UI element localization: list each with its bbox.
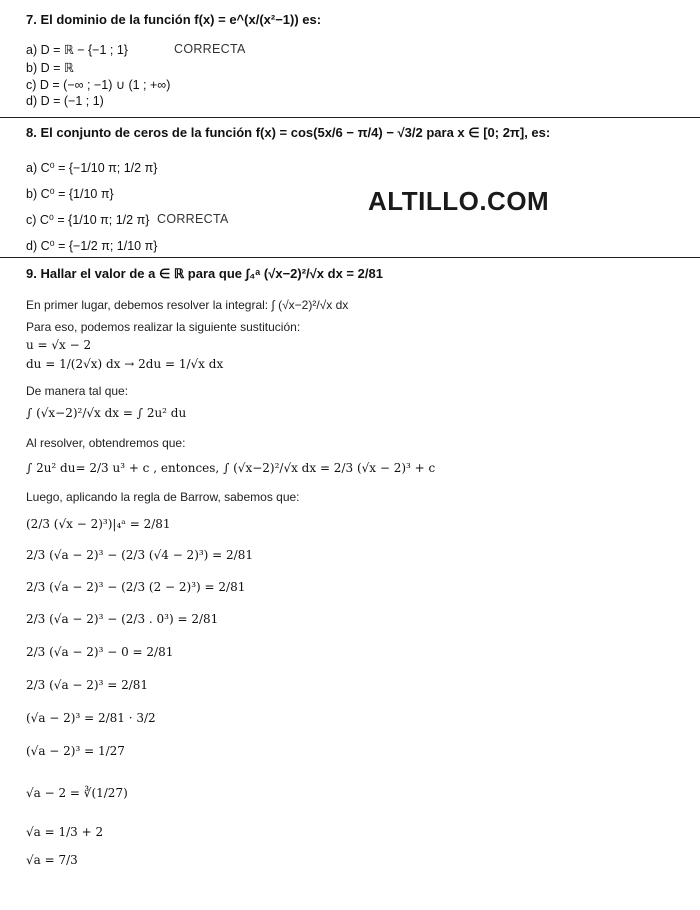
barrow-step-2: 2/3 (√a − 2)³ − (2/3 (√4 − 2)³) = 2/81 [26,548,253,562]
divider-7-8 [0,117,700,118]
q7-option-c: c) D = (−∞ ; −1) ∪ (1 ; +∞) [26,78,171,92]
watermark: ALTILLO.COM [368,186,550,216]
q8-option-b: b) C⁰ = {1/10 π} [26,187,114,201]
barrow-step-9: √a − 2 = ∛(1/27) [26,786,128,800]
barrow-step-7: (√a − 2)³ = 2/81 · 3/2 [26,711,156,725]
q8-correct-label: CORRECTA [157,212,229,226]
q8-option-a: a) C⁰ = {−1/10 π; 1/2 π} [26,161,158,175]
solution-line-4: du = 1/(2√x) dx → 2du = 1/√x dx [26,357,224,371]
barrow-step-8: (√a − 2)³ = 1/27 [26,744,125,758]
solution-line-9: Luego, aplicando la regla de Barrow, sabemos que: [26,490,300,504]
question-7-title: 7. El dominio de la función f(x) = e^(x/(x²−1)) es: [26,12,322,27]
barrow-step-1: (2/3 (√x − 2)³)|₄ᵃ = 2/81 [26,517,171,531]
q8-option-d: d) C⁰ = {−1/2 π; 1/10 π} [26,239,158,253]
q8-option-c: c) C⁰ = {1/10 π; 1/2 π} [26,213,150,227]
barrow-step-4: 2/3 (√a − 2)³ − (2/3 . 0³) = 2/81 [26,612,219,626]
divider-8-9 [0,257,700,258]
q7-option-d: d) D = (−1 ; 1) [26,94,104,108]
solution-line-6: ∫ (√x−2)²/√x dx = ∫ 2u² du [26,406,187,420]
barrow-step-5: 2/3 (√a − 2)³ − 0 = 2/81 [26,645,174,659]
q7-option-b: b) D = ℝ [26,61,74,75]
barrow-step-11: √a = 7/3 [26,853,78,867]
q7-option-a: a) D = ℝ − {−1 ; 1} [26,43,128,57]
solution-line-1: En primer lugar, debemos resolver la integral: ∫ (√x−2)²/√x dx [26,298,349,312]
solution-line-8: ∫ 2u² du= 2/3 u³ + c , entonces, ∫ (√x−2)²/√x dx = 2/3 (√x − 2)³ + c [26,461,436,475]
solution-line-3: u = √x − 2 [26,338,92,352]
question-9-title: 9. Hallar el valor de a ∈ ℝ para que ∫₄ᵃ (√x−2)²/√x dx = 2/81 [26,266,383,281]
barrow-step-6: 2/3 (√a − 2)³ = 2/81 [26,678,149,692]
barrow-step-3: 2/3 (√a − 2)³ − (2/3 (2 − 2)³) = 2/81 [26,580,246,594]
q7-correct-label: CORRECTA [174,42,246,56]
solution-line-5: De manera tal que: [26,384,129,398]
question-8-title: 8. El conjunto de ceros de la función f(x) = cos(5x/6 − π/4) − √3/2 para x ∈ [0; 2π], es: [26,125,551,140]
barrow-step-10: √a = 1/3 + 2 [26,825,104,839]
solution-line-7: Al resolver, obtendremos que: [26,436,186,450]
solution-line-2: Para eso, podemos realizar la siguiente sustitución: [26,320,301,334]
